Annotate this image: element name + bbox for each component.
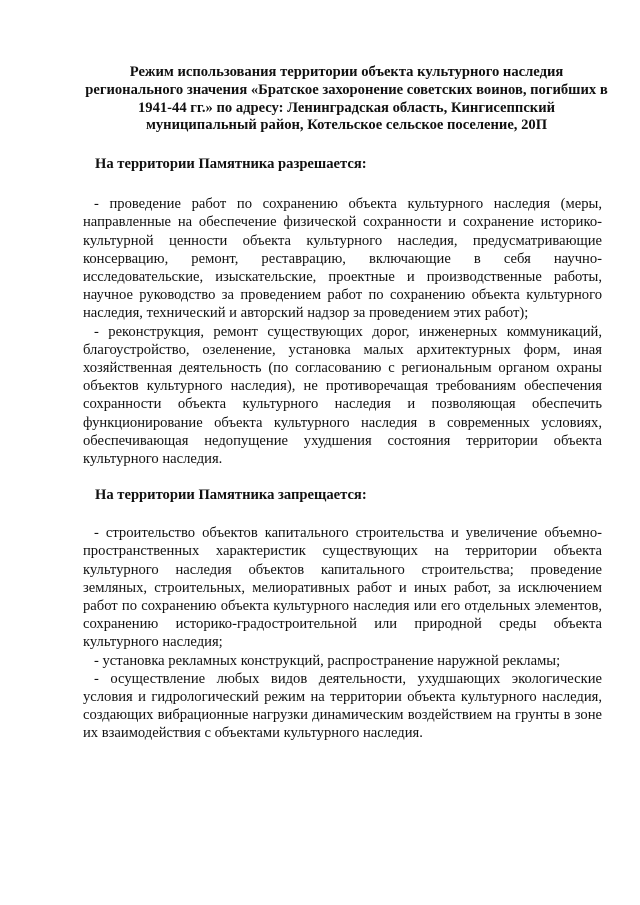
document-title: Режим использования территории объекта культурного наследия регионального значения «Братское захоронение советских воинов, погибших в 1941-44 гг.» по адресу: Ленинградская область, Кингисеппский муниципальный район, Котельское сельское поселение, 20П [85,64,608,134]
forbidden-heading: На территории Памятника запрещается: [95,487,367,504]
allowed-heading: На территории Памятника разрешается: [95,156,367,173]
allowed-item-1: - проведение работ по сохранению объекта культурного наследия (меры, направленные на обеспечение физической сохранности и сохранение историко-культурной ценности объекта культурного наследия, предусматривающие консервацию, ремонт, реставрацию, включающие в себя научно-исследовательские, изыскательские, проектные и производственные работы, научное руководство за проведением работ по сохранению объекта культурного наследия, технический и авторский надзор за проведением этих работ); [83,196,602,322]
allowed-item-2: - реконструкция, ремонт существующих дорог, инженерных коммуникаций, благоустройство, озеленение, установка малых архитектурных форм, иная хозяйственная деятельность (по согласованию с региональным органом охраны объектов культурного наследия), не противоречащая требованиям обеспечения сохранности объекта культурного наследия и позволяющая обеспечить функционирование объекта культурного наследия в современных условиях, обеспечивающая недопущение ухудшения состояния территории объекта культурного наследия. [83,323,602,468]
forbidden-item-3: - осуществление любых видов деятельности, ухудшающих экологические условия и гидрологический режим на территории объекта культурного наследия, создающих вибрационные нагрузки динамическим воздействием на грунты в зоне их взаимодействия с объектами культурного наследия. [83,670,602,742]
forbidden-item-1: - строительство объектов капитального строительства и увеличение объемно-пространственных характеристик существующих на территории объекта культурного наследия объектов капитального строительства; проведение земляных, строительных, мелиоративных работ и иных работ, за исключением работ по сохранению объекта культурного наследия или его отдельных элементов, сохранению историко-градостроительной или природной среды объекта культурного наследия; [83,525,602,651]
forbidden-item-2: - установка рекламных конструкций, распространение наружной рекламы; [94,652,561,669]
